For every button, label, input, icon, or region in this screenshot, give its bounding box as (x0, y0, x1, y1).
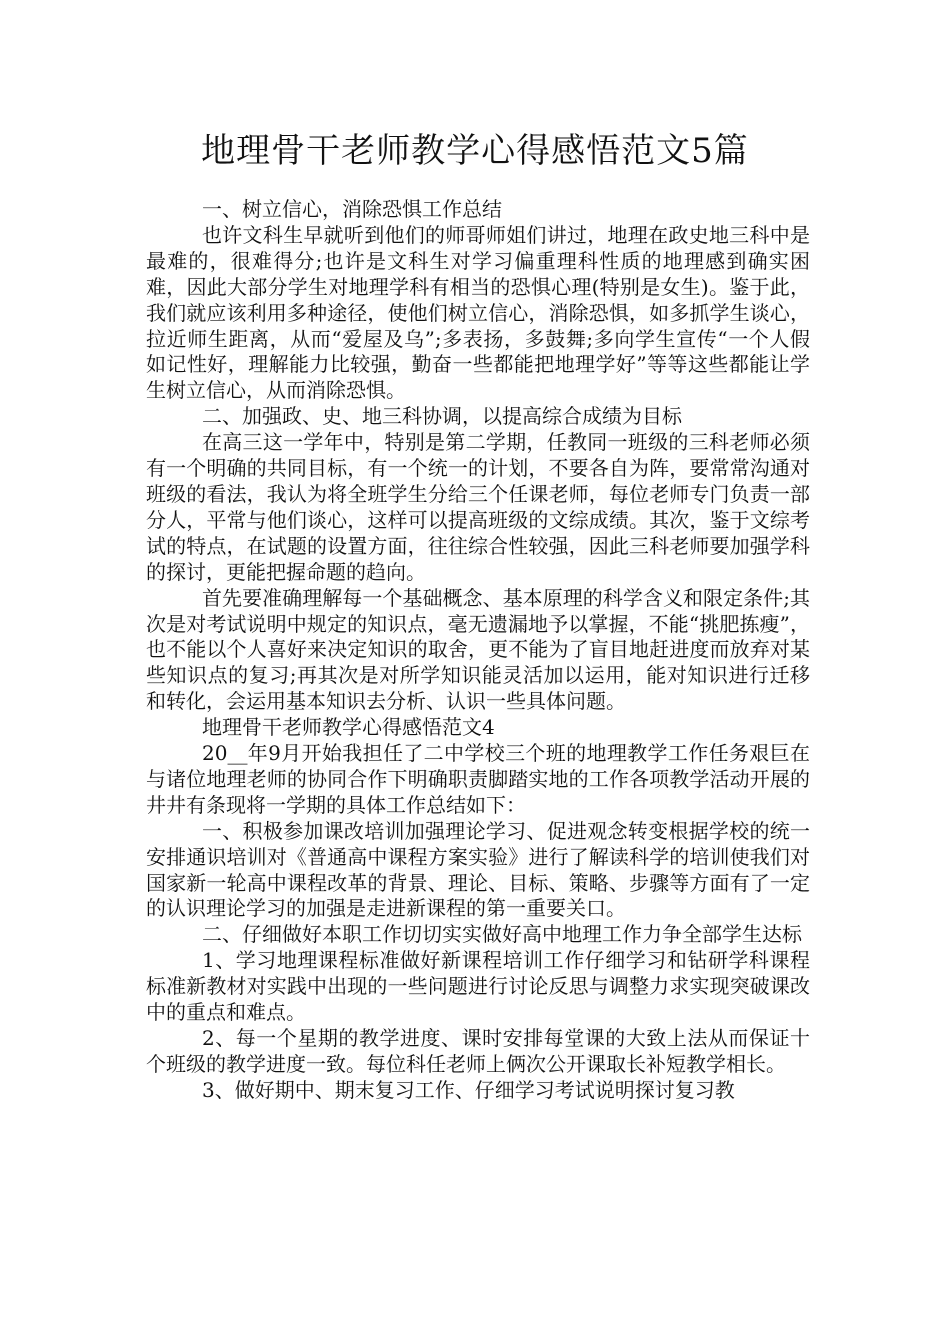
document-title: 地理骨干老师教学心得感悟范文5篇 (201, 131, 749, 171)
paragraph-5: 一、积极参加课改培训加强理论学习、促进观念转变根据学校的统一安排通识培训对《普通高中课程方案实验》进行了解读科学的培训使我们对国家新一轮高中课程改革的背景、理论、目标、策略、步骤等方面有了一定的认识理论学习的加强是走进新课程的第一重要关口。 (146, 818, 810, 921)
paragraph-3: 首先要准确理解每一个基础概念、基本原理的科学含义和限定条件;其次是对考试说明中规定的知识点，毫无遗漏地予以掌握，不能“挑肥拣瘦”，也不能以个人喜好来决定知识的取舍，更不能为了盲目地赶进度而放弃对某些知识点的复习;再其次是对所学知识能灵活加以运用，能对知识进行迁移和转化，会运用基本知识去分析、认识一些具体问题。 (146, 585, 810, 714)
paragraph-2: 在高三这一学年中，特别是第二学期，任教同一班级的三科老师必须有一个明确的共同目标，有一个统一的计划，不要各自为阵，要常常沟通对班级的看法，我认为将全班学生分给三个任课老师，每位老师专门负责一部分人，平常与他们谈心，这样可以提高班级的文综成绩。其次，鉴于文综考试的特点，在试题的设置方面，往往综合性较强，因此三科老师要加强学科的探讨，更能把握命题的趋向。 (146, 430, 810, 584)
paragraph-6: 二、仔细做好本职工作切切实实做好高中地理工作力争全部学生达标 (202, 922, 802, 947)
paragraph-1: 也许文科生早就听到他们的师哥师姐们讲过，地理在政史地三科中是最难的，很难得分;也许是文科生对学习偏重理科性质的地理感到确实困难，因此大部分学生对地理学科有相当的恐惧心理(特别是女生)。鉴于此，我们就应该利用多种途径，使他们树立信心，消除恐惧，如多抓学生谈心，拉近师生距离，从而“爱屋及乌”;多表扬，多鼓舞;多向学生宣传“一个人假如记性好，理解能力比较强，勤奋一些都能把地理学好”等等这些都能让学生树立信心，从而消除恐惧。 (146, 222, 810, 403)
paragraph-4: 20__年9月开始我担任了二中学校三个班的地理教学工作任务艰巨在与诸位地理老师的协同合作下明确职责脚踏实地的工作各项教学活动开展的井井有条现将一学期的具体工作总结如下： (146, 741, 810, 817)
paragraph-7: 1、学习地理课程标准做好新课程培训工作仔细学习和钻研学科课程标准新教材对实践中出现的一些问题进行讨论反思与调整力求实现突破课改中的重点和难点。 (146, 948, 810, 1025)
section-heading-4: 地理骨干老师教学心得感悟范文4 (202, 715, 495, 740)
paragraph-heading-2: 二、加强政、史、地三科协调，以提高综合成绩为目标 (202, 404, 682, 429)
paragraph-heading-1: 一、树立信心，消除恐惧工作总结 (202, 197, 502, 221)
document-body (146, 197, 810, 1104)
paragraph-9: 3、做好期中、期末复习工作、仔细学习考试说明探讨复习教 (202, 1077, 735, 1102)
paragraph-8: 2、每一个星期的教学进度、课时安排每堂课的大致上法从而保证十个班级的教学进度一致。每位科任老师上俩次公开课取长补短教学相长。 (146, 1026, 810, 1076)
